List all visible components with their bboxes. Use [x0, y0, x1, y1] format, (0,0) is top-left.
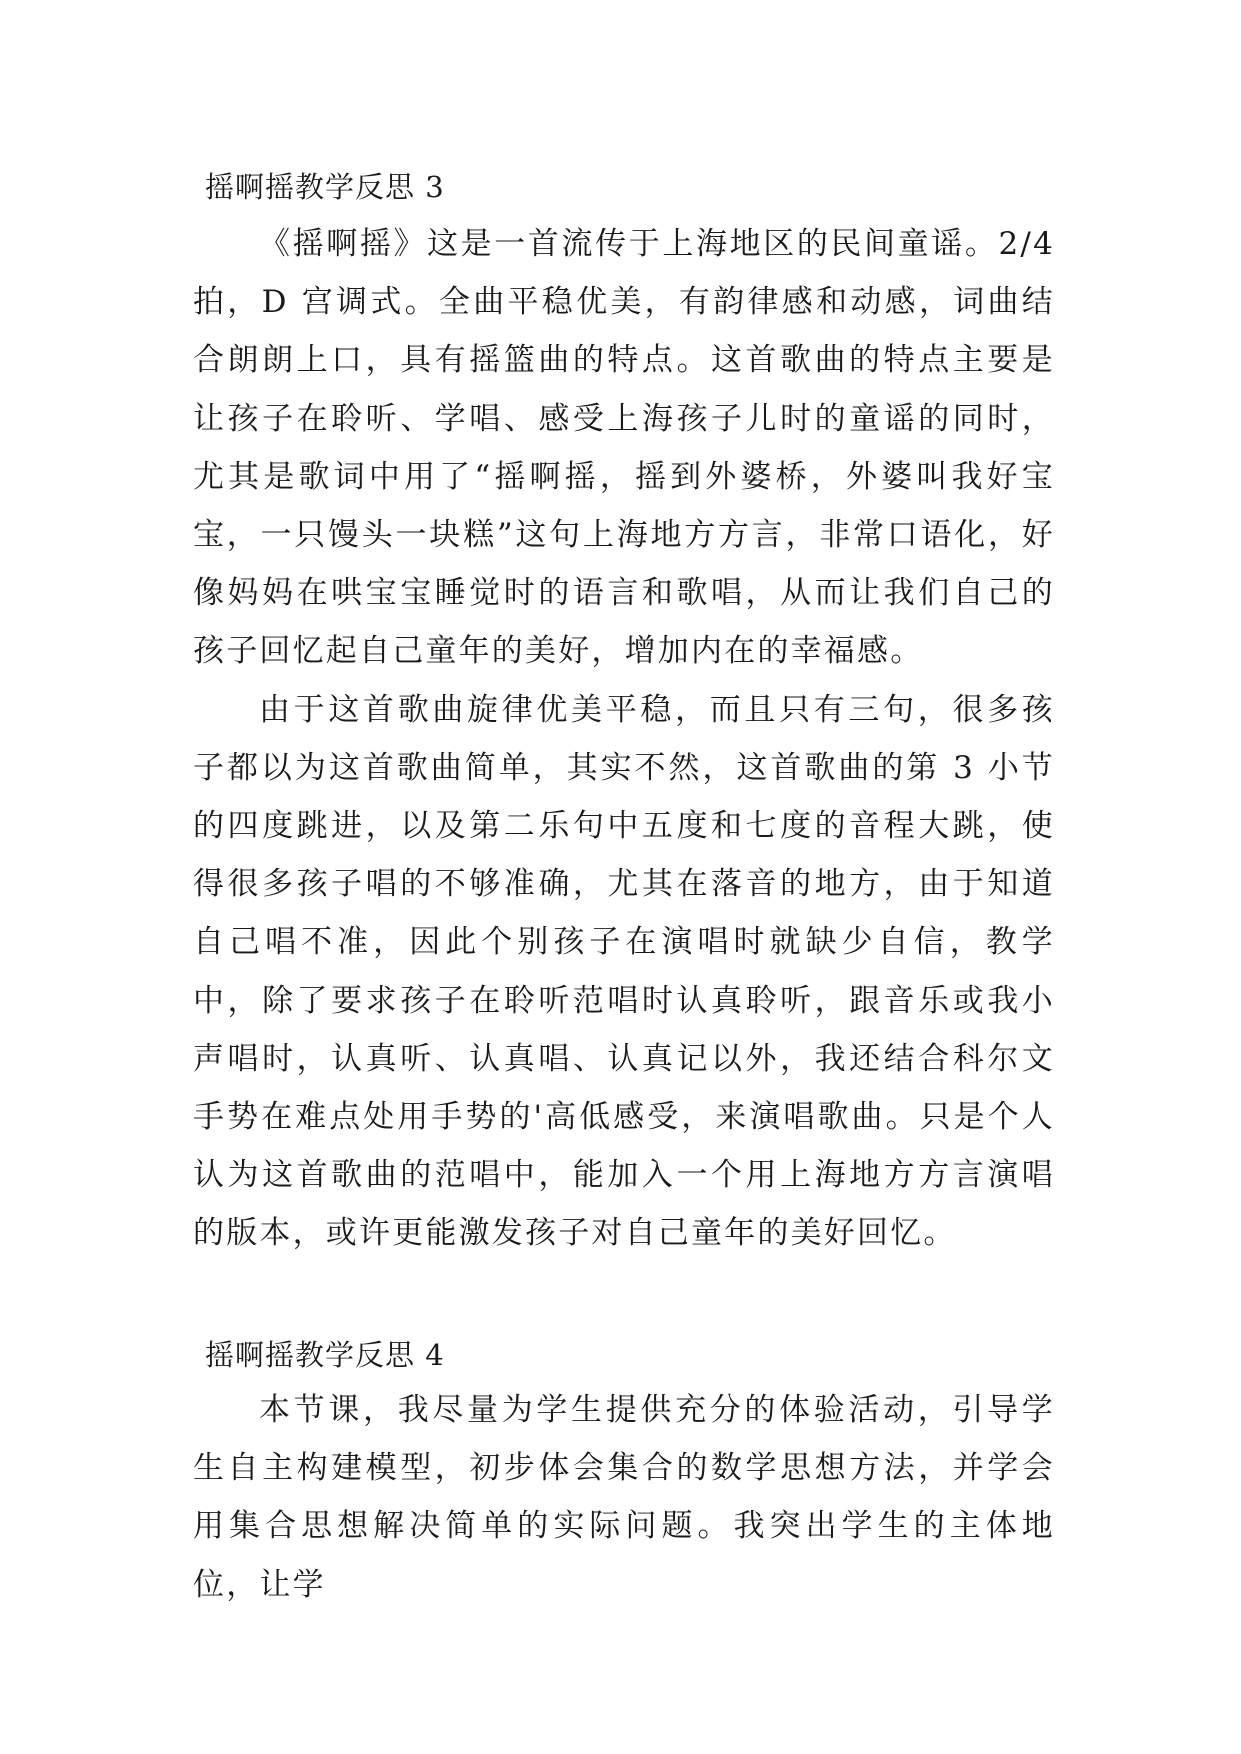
section-body-3	[193, 215, 1055, 1263]
section-title-3: 摇啊摇教学反思 3	[205, 170, 445, 204]
paragraph: 《摇啊摇》这是一首流传于上海地区的民间童谣。2/4 拍，D 宫调式。全曲平稳优美，有韵律感和动感，词曲结合朗朗上口，具有摇篮曲的特点。这首歌曲的特点主要是让孩子在聆听、学唱、感受上海孩子儿时的童谣的同时，尤其是歌词中用了“摇啊摇，摇到外婆桥，外婆叫我好宝宝，一只馒头一块糕”这句上海地方方言，非常口语化，好像妈妈在哄宝宝睡觉时的语言和歌唱，从而让我们自己的孩子回忆起自己童年的美好，增加内在的幸福感。	[193, 226, 1055, 670]
paragraph: 本节课，我尽量为学生提供充分的体验活动，引导学生自主构建模型，初步体会集合的数学思想方法，并学会用集合思想解决简单的实际问题。我突出学生的主体地位，让学	[193, 1392, 1055, 1603]
section-body-4	[193, 1381, 1055, 1614]
section-title-4: 摇啊摇教学反思 4	[205, 1338, 445, 1372]
paragraph: 由于这首歌曲旋律优美平稳，而且只有三句，很多孩子都以为这首歌曲简单，其实不然，这首歌曲的第 3 小节的四度跳进，以及第二乐句中五度和七度的音程大跳，使得很多孩子唱的不够准确，尤其在落音的地方，由于知道自己唱不准，因此个别孩子在演唱时就缺少自信，教学中，除了要求孩子在聆听范唱时认真聆听，跟音乐或我小声唱时，认真听、认真唱、认真记以外，我还结合科尔文手势在难点处用手势的'高低感受，来演唱歌曲。只是个人认为这首歌曲的范唱中，能加入一个用上海地方方言演唱的版本，或许更能激发孩子对自己童年的美好回忆。	[193, 691, 1055, 1252]
